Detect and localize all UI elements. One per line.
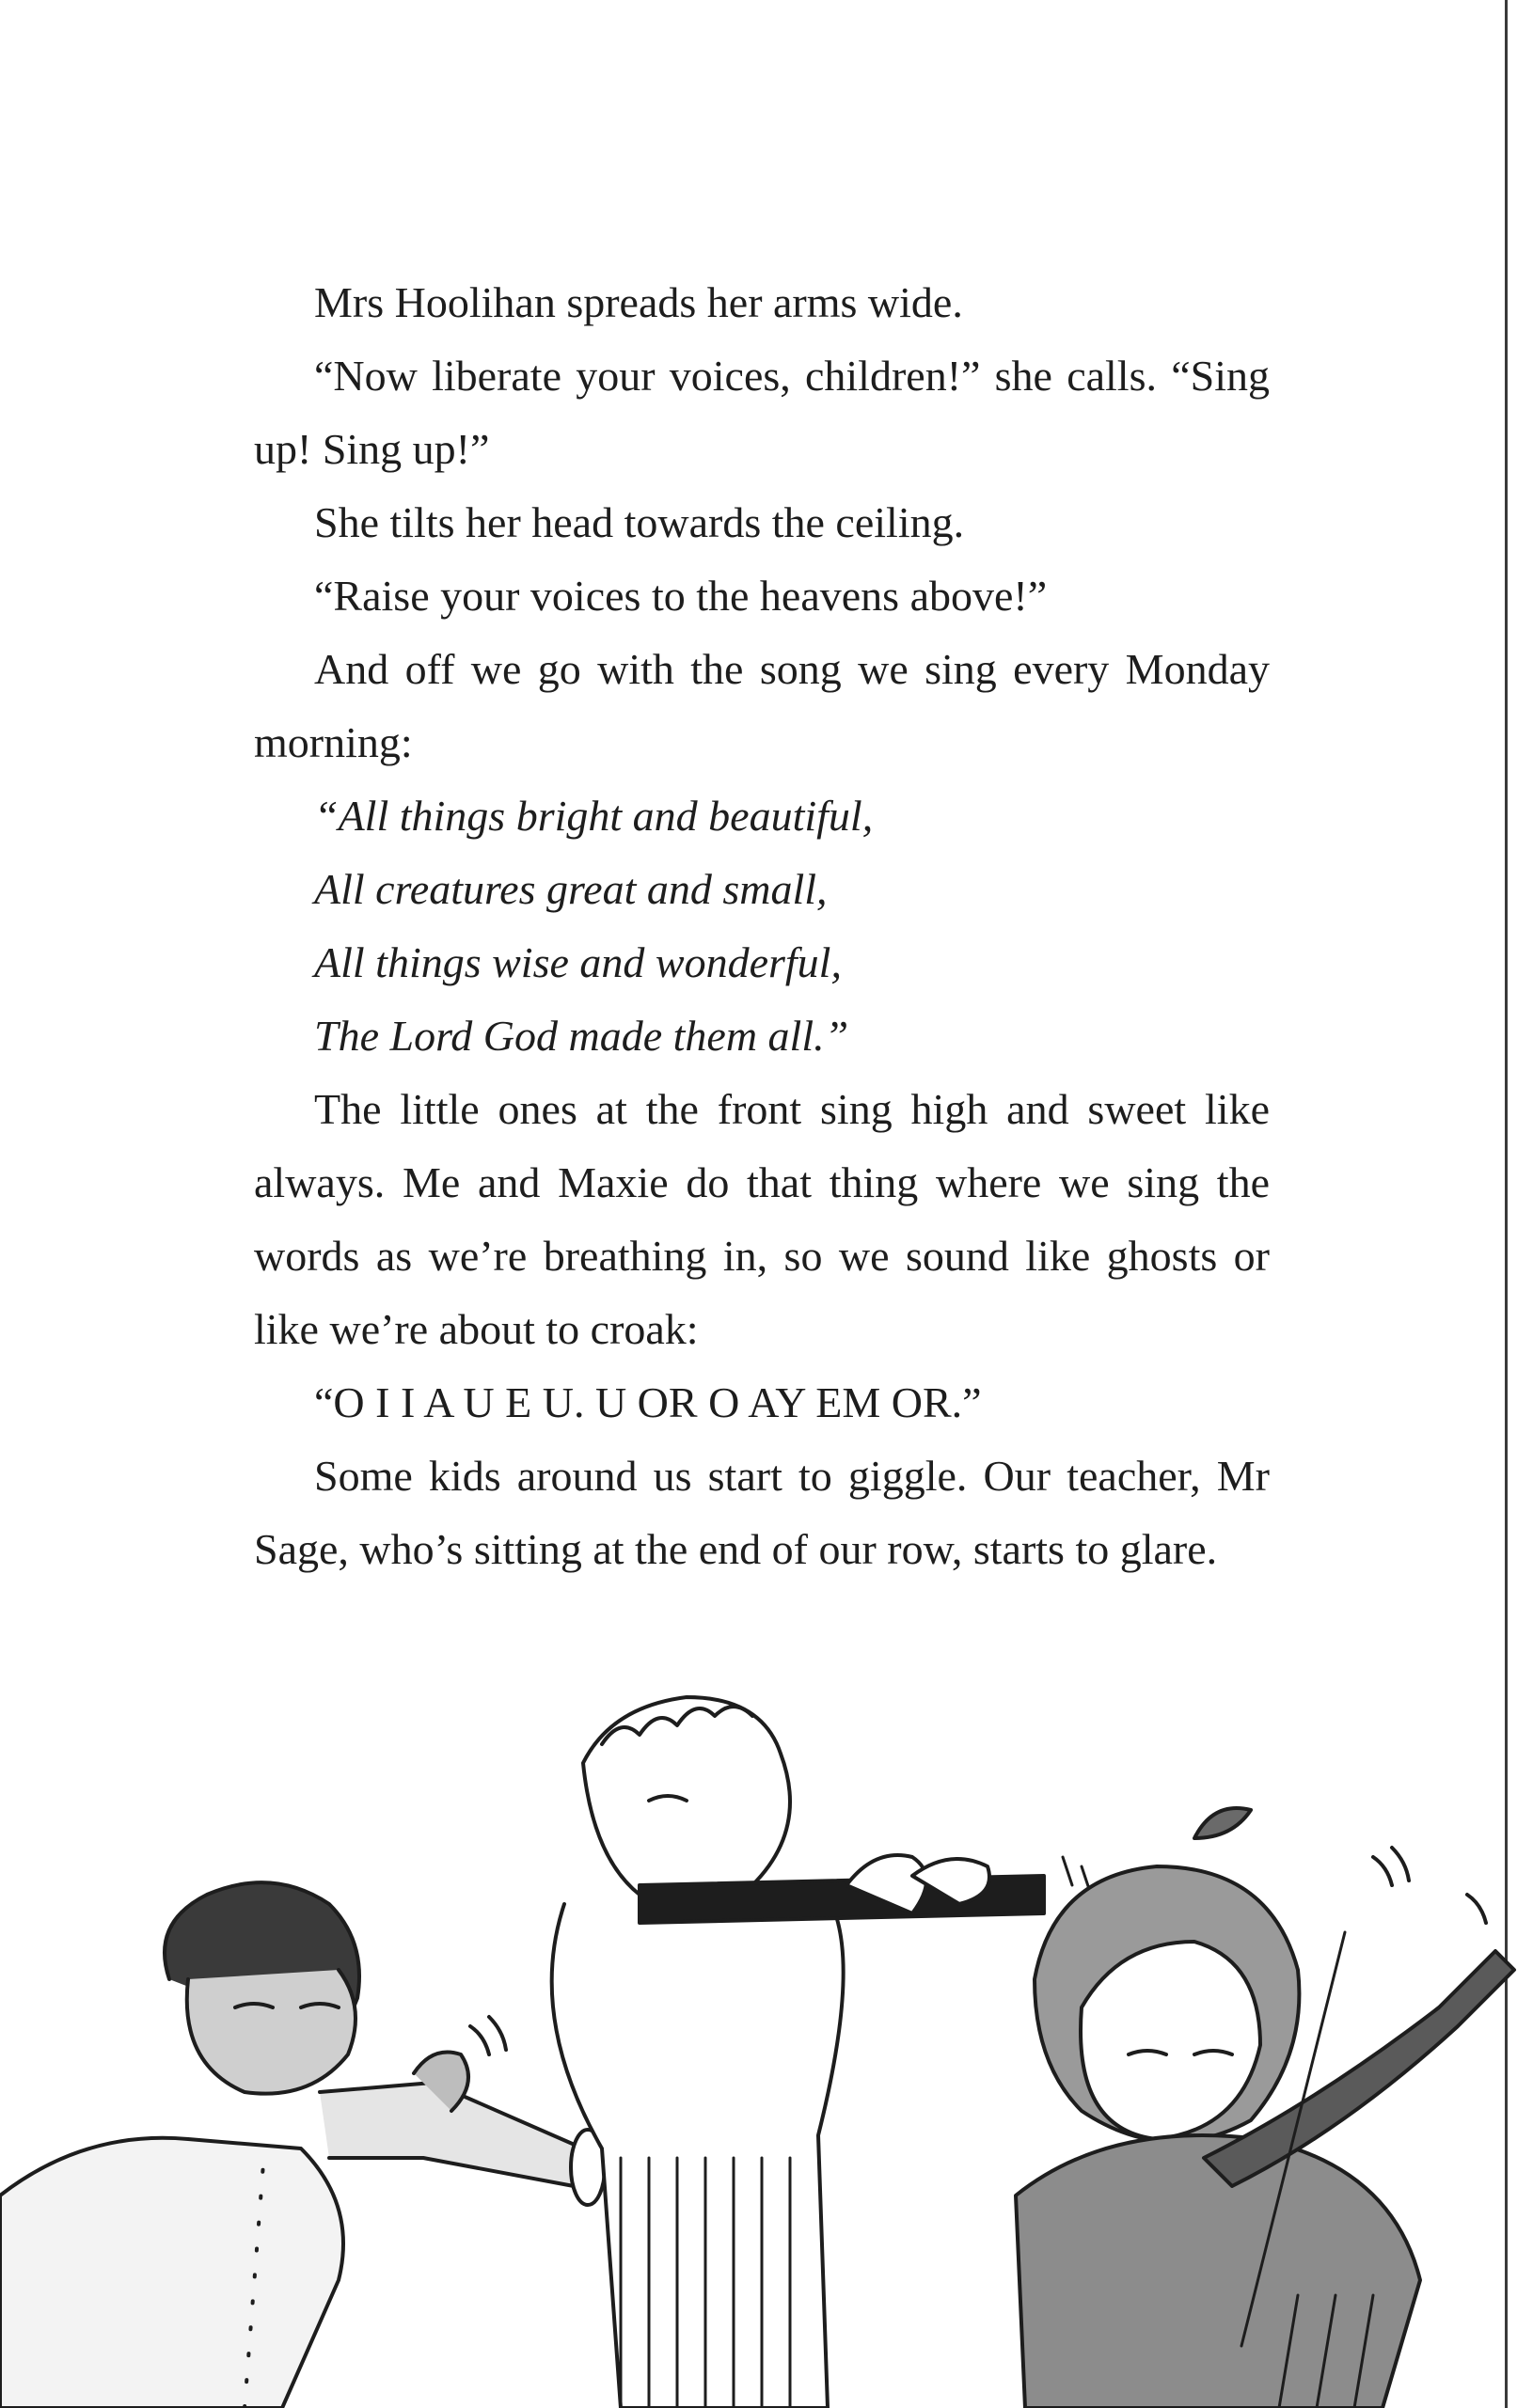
flute-player [552, 1697, 1091, 2408]
paragraph: The little ones at the front sing high and sweet like always. Me and Maxie do that thing where we sing the words as we’re breathing in, so we sound like ghosts or like we’re about to croak: [254, 1085, 1270, 1353]
verse-line: All creatures great and small, [314, 865, 828, 913]
paragraph: Some kids around us start to giggle. Our teacher, Mr Sage, who’s sitting at the end of our row, starts to glare. [254, 1452, 1270, 1573]
violin-player [1016, 1808, 1514, 2408]
page-text [254, 266, 1270, 1586]
paragraph: “Raise your voices to the heavens above!” [314, 572, 1048, 620]
trumpet-player [0, 1882, 605, 2408]
paragraph: “Now liberate your voices, children!” she calls. “Sing up! Sing up!” [254, 352, 1270, 473]
verse-line: “All things bright and beautiful, [314, 792, 874, 840]
paragraph: Mrs Hoolihan spreads her arms wide. [314, 278, 963, 326]
paragraph: She tilts her head towards the ceiling. [314, 498, 965, 546]
verse-line: All things wise and wonderful, [314, 938, 842, 986]
paragraph: And off we go with the song we sing every Monday morning: [254, 645, 1270, 766]
sung-line: “O I I A U E U. U OR O AY EM OR.” [314, 1378, 982, 1426]
musicians-illustration [0, 1669, 1533, 2408]
verse-line: The Lord God made them all.” [314, 1012, 849, 1060]
